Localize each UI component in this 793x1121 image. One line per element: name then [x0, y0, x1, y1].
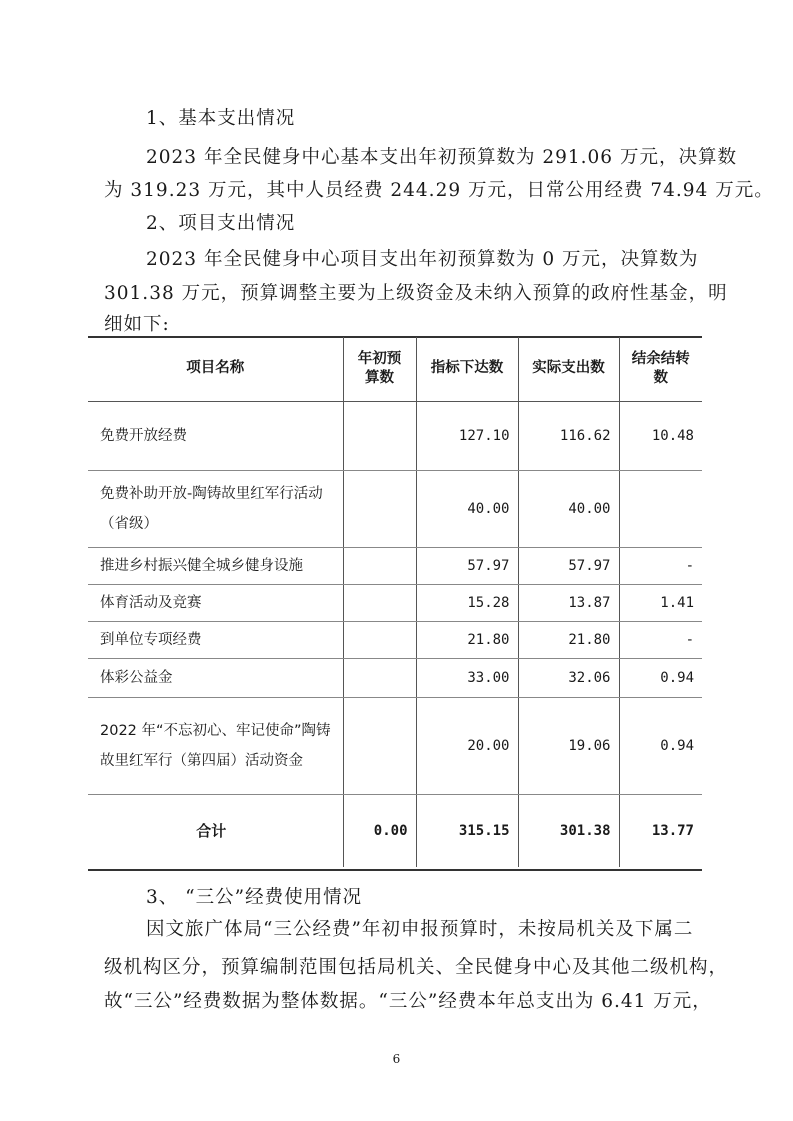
cell-total-initial-budget: 0.00: [343, 794, 416, 867]
cell-actual: 13.87: [518, 584, 619, 621]
table-row: [88, 658, 702, 697]
cell-initial-budget: [343, 470, 416, 547]
cell-project-name: 2022 年“不忘初心、牢记使命”陶铸故里红军行（第四届）活动资金: [88, 697, 343, 794]
cell-initial-budget: [343, 547, 416, 584]
heading-basic-expenditure: 1、基本支出情况: [146, 108, 296, 129]
page-number: 6: [392, 1052, 401, 1066]
header-allocated: 指标下达数: [416, 337, 518, 401]
cell-actual: 57.97: [518, 547, 619, 584]
cell-project-name: 到单位专项经费: [88, 621, 343, 658]
cell-balance: 0.94: [619, 658, 702, 697]
paragraph-project-line-3: 细如下:: [104, 314, 170, 335]
paragraph-project-line-1: 2023 年全民健身中心项目支出年初预算数为 0 万元，决算数为: [146, 249, 699, 270]
paragraph-three-public-line-2: 级机构区分，预算编制范围包括局机关、全民健身中心及其他二级机构，: [104, 957, 729, 978]
cell-total-balance: 13.77: [651, 822, 694, 839]
cell-balance: [619, 470, 702, 547]
cell-allocated: 33.00: [416, 658, 518, 697]
cell-project-name: 体彩公益金: [88, 658, 343, 697]
cell-balance: 1.41: [619, 584, 702, 621]
cell-actual: 21.80: [518, 621, 619, 658]
cell-project-name: 推进乡村振兴健全城乡健身设施: [88, 547, 343, 584]
cell-initial-budget: [343, 658, 416, 697]
cell-initial-budget: [343, 697, 416, 794]
table-total-row: [88, 794, 702, 867]
cell-actual: 19.06: [518, 697, 619, 794]
table-header-row: [88, 337, 702, 401]
cell-allocated: 127.10: [416, 401, 518, 470]
paragraph-basic-line-1: 2023 年全民健身中心基本支出年初预算数为 291.06 万元，决算数: [146, 147, 737, 168]
table-row: [88, 401, 702, 470]
header-balance: 结余结转数: [619, 337, 702, 401]
table-row: [88, 584, 702, 621]
cell-actual: 32.06: [518, 658, 619, 697]
cell-allocated: 20.00: [416, 697, 518, 794]
cell-balance: 0.94: [619, 697, 702, 794]
cell-allocated: 40.00: [416, 470, 518, 547]
table-row: [88, 697, 702, 794]
cell-total-actual: 301.38: [518, 794, 619, 867]
cell-actual: 116.62: [518, 401, 619, 470]
header-project-name: 项目名称: [88, 337, 343, 401]
cell-project-name: 体育活动及竞赛: [88, 584, 343, 621]
cell-balance: 10.48: [619, 401, 702, 470]
header-actual: 实际支出数: [518, 337, 619, 401]
cell-project-name: 免费开放经费: [88, 401, 343, 470]
cell-actual: 40.00: [518, 470, 619, 547]
paragraph-project-line-2: 301.38 万元，预算调整主要为上级资金及未纳入预算的政府性基金，明: [104, 283, 728, 304]
heading-project-expenditure: 2、项目支出情况: [146, 213, 296, 234]
table-row: [88, 621, 702, 658]
table-row: [88, 547, 702, 584]
paragraph-three-public-line-1: 因文旅广体局“三公经费”年初申报预算时，未按局机关及下属二: [146, 919, 694, 940]
table-row: [88, 470, 702, 547]
heading-three-public-expenses: 3、 “三公”经费使用情况: [146, 887, 363, 908]
cell-initial-budget: [343, 584, 416, 621]
header-initial-budget: 年初预算数: [343, 337, 416, 401]
cell-initial-budget: [343, 401, 416, 470]
cell-initial-budget: [343, 621, 416, 658]
cell-project-name: 免费补助开放-陶铸故里红军行活动（省级）: [88, 470, 343, 547]
paragraph-three-public-line-3: 故“三公”经费数据为整体数据。“三公”经费本年总支出为 6.41 万元，: [104, 991, 712, 1012]
cell-balance: -: [619, 547, 702, 584]
project-expenditure-table: [88, 337, 702, 867]
table-bottom-rule: [88, 869, 702, 871]
cell-balance: -: [619, 621, 702, 658]
paragraph-basic-line-2: 为 319.23 万元，其中人员经费 244.29 万元，日常公用经费 74.94 万元。: [104, 180, 774, 201]
cell-allocated: 21.80: [416, 621, 518, 658]
cell-allocated: 57.97: [416, 547, 518, 584]
cell-total-label: 合计: [88, 794, 343, 867]
cell-allocated: 15.28: [416, 584, 518, 621]
cell-total-allocated: 315.15: [416, 794, 518, 867]
